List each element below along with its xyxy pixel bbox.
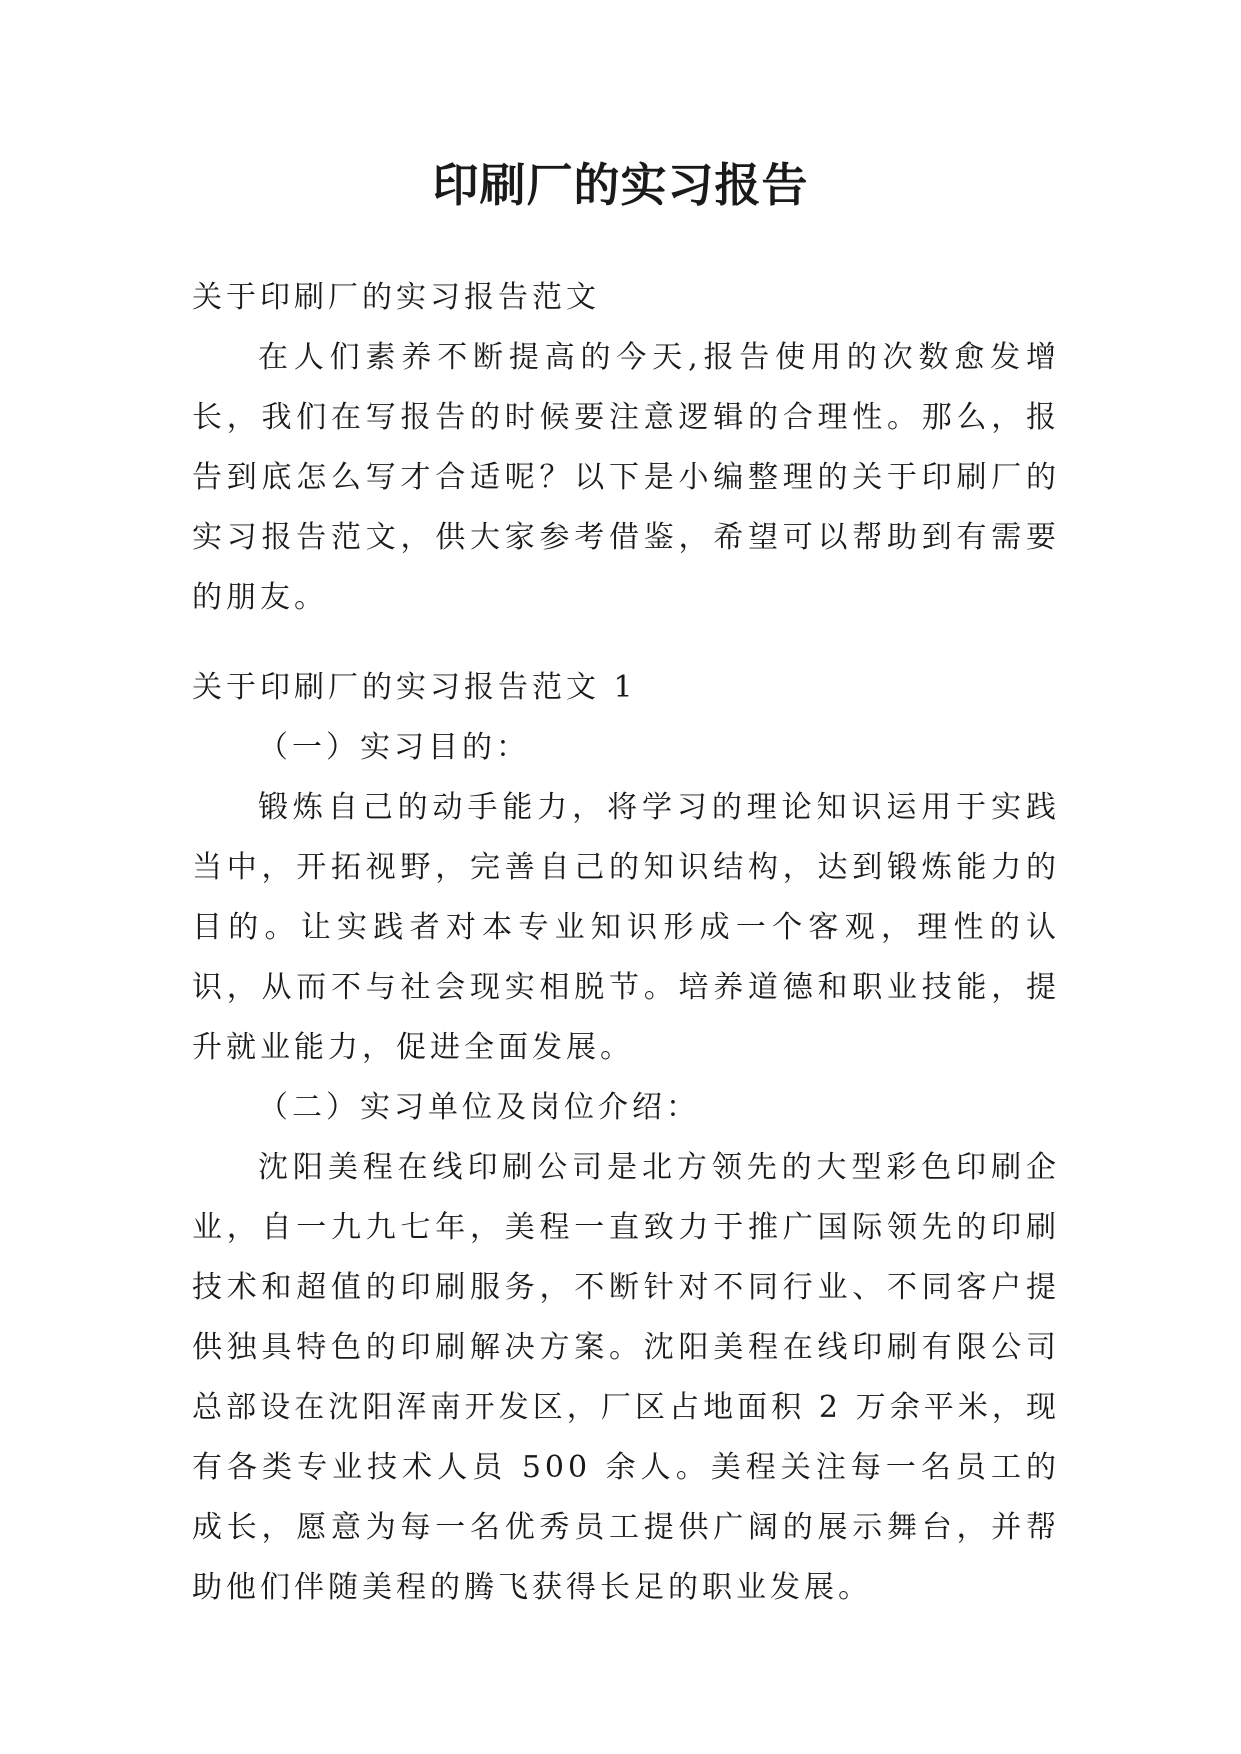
document-title: 印刷厂的实习报告 — [432, 158, 809, 212]
section-2-text: 沈阳美程在线印刷公司是北方领先的大型彩色印刷企业，自一九九七年，美程一直致力于推广国际领先的印刷技术和超值的印刷服务，不断针对不同行业、不同客户提供独具特色的印刷解决方案。沈阳美程在线印刷有限公司总部设在沈阳浑南开发区，厂区占地面积 2 万余平米，现有各类专业技术人员 500 余人。美程关注每一名员工的成长，愿意为每一名优秀员工提供广阔的展示舞台，并帮助他们伴随美程的腾飞获得长足的职业发展。 — [192, 1150, 1060, 1605]
spacer — [192, 628, 1060, 658]
intro-paragraph: 在人们素养不断提高的今天,报告使用的次数愈发增长，我们在写报告的时候要注意逻辑的合理性。那么，报告到底怎么写才合适呢？以下是小编整理的关于印刷厂的实习报告范文，供大家参考借鉴，希望可以帮助到有需要的朋友。 — [192, 340, 1060, 615]
document-body — [192, 268, 1060, 1618]
section-1-title: （一）实习目的： — [258, 730, 530, 765]
report-heading-1: 关于印刷厂的实习报告范文 1 — [192, 670, 637, 705]
section-2-title: （二）实习单位及岗位介绍： — [258, 1090, 700, 1125]
intro-heading: 关于印刷厂的实习报告范文 — [192, 280, 600, 315]
section-1-text: 锻炼自己的动手能力，将学习的理论知识运用于实践当中，开拓视野，完善自己的知识结构，达到锻炼能力的目的。让实践者对本专业知识形成一个客观，理性的认识，从而不与社会现实相脱节。培养道德和职业技能，提升就业能力，促进全面发展。 — [192, 790, 1060, 1065]
